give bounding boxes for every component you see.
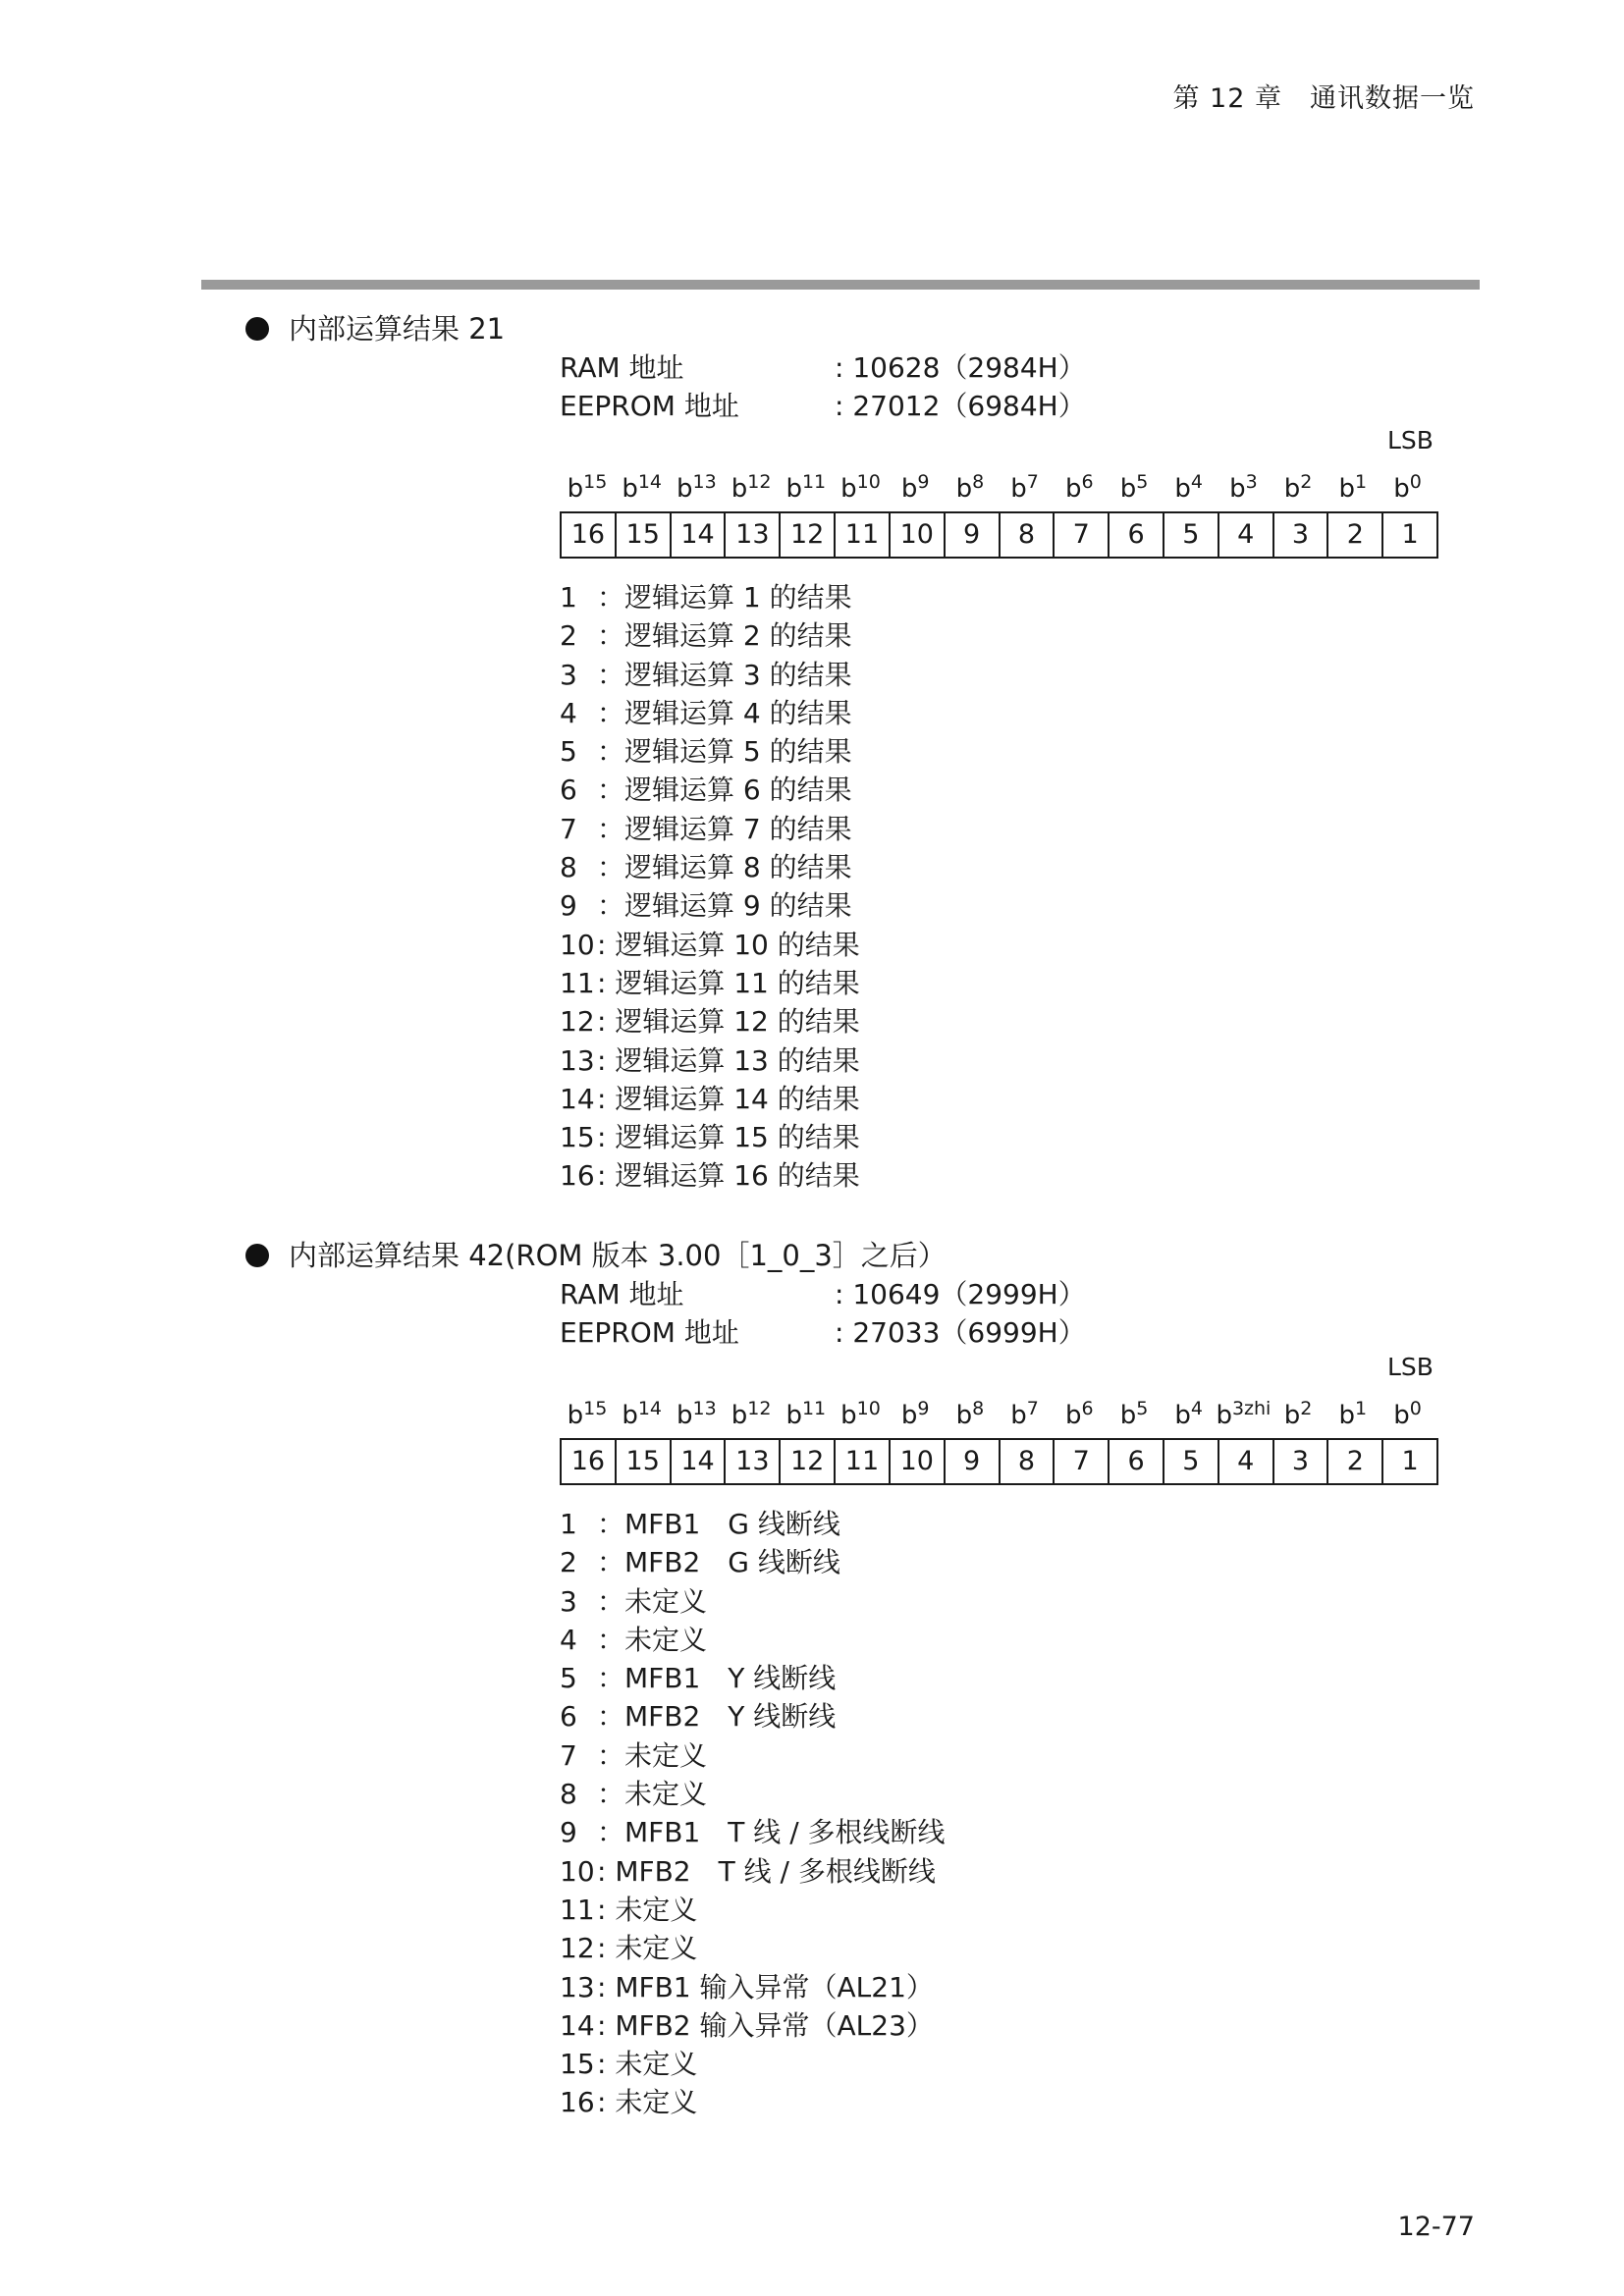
ram-address — [560, 1273, 1086, 1312]
bit-cell: 14 — [670, 1440, 725, 1483]
bit-index: 14 — [637, 1398, 663, 1419]
item-number: 16 — [560, 2086, 595, 2119]
bit-cell: 3 — [1272, 513, 1327, 557]
bit-letter: b — [1393, 1401, 1410, 1430]
chapter-header: 第 12 章 通讯数据一览 — [1172, 83, 1475, 114]
bit-label — [1216, 471, 1271, 504]
list-item — [560, 1154, 860, 1193]
bit-cell: 14 — [670, 513, 725, 557]
item-number: 16 — [560, 1159, 595, 1193]
list-item — [560, 962, 860, 1000]
item-text: : 逻辑运算 12 的结果 — [597, 1005, 860, 1039]
list-item — [560, 1773, 946, 1811]
bit-index: 6 — [1081, 1398, 1094, 1419]
bit-index: 13 — [692, 1398, 717, 1419]
bit-label — [1380, 471, 1435, 504]
bit-label — [1326, 471, 1380, 504]
bit-label — [834, 471, 889, 504]
item-number: 12 — [560, 1005, 595, 1039]
bit-index: 14 — [637, 471, 663, 493]
bit-index: 1 — [1355, 1398, 1368, 1419]
bit-letter: b — [1064, 1401, 1082, 1430]
item-number: 7 — [560, 812, 577, 845]
ram-address-label: RAM 地址 — [560, 1278, 684, 1310]
ram-address-label: RAM 地址 — [560, 351, 684, 384]
bit-description-list — [560, 1503, 946, 2120]
list-item — [560, 808, 860, 846]
bit-index: 1 — [1355, 471, 1368, 493]
list-item — [560, 1116, 860, 1154]
bit-index: 11 — [801, 471, 827, 493]
bit-label — [1271, 1398, 1326, 1430]
bit-label — [560, 471, 615, 504]
item-number: 4 — [560, 696, 577, 729]
eeprom-address — [560, 385, 1086, 424]
item-number: 1 — [560, 581, 577, 614]
list-item — [560, 1966, 946, 2004]
bit-cell: 7 — [1053, 1440, 1108, 1483]
bit-label — [998, 471, 1053, 504]
bit-letter: b — [840, 1401, 857, 1430]
item-text: ：逻辑运算 3 的结果 — [597, 658, 852, 691]
item-text: ：逻辑运算 7 的结果 — [597, 812, 852, 845]
bit-cell: 9 — [944, 1440, 999, 1483]
eeprom-address — [560, 1311, 1086, 1351]
bit-cell: 6 — [1108, 1440, 1163, 1483]
bit-index: 12 — [747, 471, 772, 493]
lsb-label: LSB — [1387, 1353, 1434, 1381]
item-text: : 未定义 — [597, 2048, 698, 2081]
bit-index: 8 — [972, 471, 985, 493]
bit-cell: 8 — [999, 1440, 1054, 1483]
item-number: 13 — [560, 1970, 595, 2003]
bit-label — [943, 1398, 998, 1430]
bit-index: 11 — [801, 1398, 827, 1419]
bit-index: 0 — [1409, 471, 1422, 493]
list-item — [560, 1541, 946, 1579]
bit-letter: b — [731, 474, 748, 504]
bit-cell: 1 — [1381, 513, 1436, 557]
list-item — [560, 1000, 860, 1039]
bit-label — [943, 471, 998, 504]
bit-cell: 5 — [1163, 513, 1218, 557]
bit-letter: b — [1119, 474, 1137, 504]
bit-index: 9 — [917, 1398, 930, 1419]
list-item — [560, 1889, 946, 1927]
item-number: 7 — [560, 1738, 577, 1772]
list-item — [560, 692, 860, 730]
bit-cell: 2 — [1326, 1440, 1381, 1483]
bit-cell: 3 — [1272, 1440, 1327, 1483]
item-number: 3 — [560, 658, 577, 691]
item-number: 9 — [560, 889, 577, 923]
item-number: 6 — [560, 1700, 577, 1734]
bit-index: 10 — [856, 1398, 881, 1419]
item-number: 8 — [560, 1778, 577, 1811]
list-item — [560, 1078, 860, 1116]
item-number: 15 — [560, 1121, 595, 1154]
bit-labels — [560, 471, 1439, 507]
item-number: 2 — [560, 619, 577, 653]
bit-letter: b — [840, 474, 857, 504]
list-item — [560, 769, 860, 807]
list-item — [560, 1580, 946, 1619]
item-number: 5 — [560, 735, 577, 769]
bit-index: 7 — [1026, 1398, 1039, 1419]
page-number: 12-77 — [1397, 2212, 1475, 2242]
list-item — [560, 1695, 946, 1734]
bit-letter: b — [1174, 474, 1191, 504]
item-text: : MFB2 输入异常（AL23） — [597, 2008, 934, 2042]
bit-cell: 13 — [724, 1440, 779, 1483]
bullet-icon — [245, 317, 269, 341]
bit-index: 15 — [583, 1398, 608, 1419]
bit-letter: b — [1229, 474, 1246, 504]
item-text: ：未定义 — [597, 1738, 708, 1772]
item-number: 11 — [560, 966, 595, 999]
bit-cell: 16 — [570, 519, 606, 550]
item-number: 1 — [560, 1508, 577, 1540]
bit-cell: 15 — [615, 513, 670, 557]
item-number: 14 — [560, 1082, 595, 1115]
bit-letter: b — [955, 474, 973, 504]
eeprom-address-label: EEPROM 地址 — [560, 1316, 739, 1349]
list-item — [560, 730, 860, 769]
bit-label — [888, 1398, 943, 1430]
item-number: 14 — [560, 2008, 595, 2042]
item-number: 2 — [560, 1546, 577, 1579]
list-item — [560, 1657, 946, 1695]
bit-letter: b — [677, 1401, 693, 1430]
bit-letter: b — [1174, 1401, 1191, 1430]
bit-letter: b — [1283, 1401, 1301, 1430]
bit-letter: b — [1338, 474, 1355, 504]
bit-label — [1271, 471, 1326, 504]
bit-cell: 9 — [944, 513, 999, 557]
bit-letter: b — [1119, 1401, 1137, 1430]
bit-index: 3 — [1245, 471, 1258, 493]
list-item — [560, 1811, 946, 1849]
bit-letter: b — [731, 1401, 748, 1430]
item-text: ：逻辑运算 1 的结果 — [597, 581, 852, 614]
bit-labels — [560, 1398, 1439, 1433]
bit-label — [1326, 1398, 1380, 1430]
list-item — [560, 1040, 860, 1078]
bit-table — [560, 511, 1438, 559]
item-number: 4 — [560, 1623, 577, 1656]
list-item — [560, 654, 860, 692]
item-text: : 逻辑运算 15 的结果 — [597, 1121, 860, 1154]
bit-letter: b — [567, 1401, 584, 1430]
list-item — [560, 576, 860, 614]
item-text: : 逻辑运算 11 的结果 — [597, 966, 860, 999]
bit-index: 5 — [1136, 471, 1149, 493]
item-text: ：逻辑运算 8 的结果 — [597, 851, 852, 884]
item-text: ：未定义 — [597, 1623, 708, 1656]
bit-label — [998, 1398, 1053, 1430]
bit-letter: b — [622, 1401, 638, 1430]
list-item — [560, 846, 860, 884]
item-text: : 逻辑运算 13 的结果 — [597, 1043, 860, 1077]
bit-cell: 4 — [1218, 513, 1272, 557]
list-item — [560, 2004, 946, 2043]
bit-label — [724, 471, 779, 504]
bit-label — [615, 471, 670, 504]
bit-cell: 16 — [570, 1446, 606, 1476]
item-text: : 逻辑运算 10 的结果 — [597, 928, 860, 961]
bit-label — [1216, 1398, 1271, 1430]
bit-label — [724, 1398, 779, 1430]
bit-index: 13 — [692, 471, 717, 493]
bit-cell: 11 — [834, 1440, 889, 1483]
bit-cell: 15 — [615, 1440, 670, 1483]
bit-letter: b — [1216, 1401, 1232, 1430]
list-item — [560, 884, 860, 923]
bit-index: 5 — [1136, 1398, 1149, 1419]
bit-letter: b — [1010, 1401, 1027, 1430]
bit-table — [560, 1438, 1438, 1485]
item-number: 10 — [560, 1854, 595, 1888]
bit-label — [1107, 1398, 1162, 1430]
lsb-label: LSB — [1387, 426, 1434, 454]
item-number: 13 — [560, 1043, 595, 1077]
bit-label — [1052, 471, 1107, 504]
ram-address-value: : 10628（2984H） — [835, 351, 1086, 384]
bit-label — [560, 1398, 615, 1430]
bit-letter: b — [785, 1401, 802, 1430]
list-item — [560, 924, 860, 962]
bit-letter: b — [900, 474, 918, 504]
list-item — [560, 1927, 946, 1965]
bit-label — [1052, 1398, 1107, 1430]
item-number: 9 — [560, 1816, 577, 1849]
item-text: : 未定义 — [597, 1932, 698, 1965]
item-text: ：MFB2 Y 线断线 — [597, 1700, 837, 1734]
bit-label — [1380, 1398, 1435, 1430]
bit-cell: 12 — [779, 1440, 834, 1483]
bit-cell: 7 — [1053, 513, 1108, 557]
top-divider — [201, 280, 1480, 290]
bit-index: 2 — [1300, 471, 1313, 493]
item-text: ：逻辑运算 2 的结果 — [597, 619, 852, 653]
item-number: 15 — [560, 2048, 595, 2081]
bit-cell: 10 — [889, 513, 944, 557]
item-number: 6 — [560, 774, 577, 807]
bit-index: 15 — [583, 471, 608, 493]
bit-cell: 8 — [999, 513, 1054, 557]
bit-letter: b — [677, 474, 693, 504]
item-text: : MFB2 T 线 / 多根线断线 — [597, 1854, 936, 1888]
bit-index: 12 — [747, 1398, 772, 1419]
eeprom-address-label: EEPROM 地址 — [560, 390, 739, 422]
bit-index: 0 — [1409, 1398, 1422, 1419]
bit-cell: 1 — [1381, 1440, 1436, 1483]
bit-label — [1162, 1398, 1217, 1430]
bit-index: 4 — [1190, 1398, 1203, 1419]
bit-cell: 4 — [1218, 1440, 1272, 1483]
bit-label — [1107, 471, 1162, 504]
bit-index: 3zhi — [1231, 1398, 1272, 1419]
ram-address-value: : 10649（2999H） — [835, 1278, 1086, 1310]
item-text: ：逻辑运算 6 的结果 — [597, 774, 852, 807]
bit-index: 7 — [1026, 471, 1039, 493]
list-item — [560, 1619, 946, 1657]
item-text: ：未定义 — [597, 1584, 708, 1618]
ram-address — [560, 347, 1086, 386]
bit-label — [615, 1398, 670, 1430]
section-title: 内部运算结果 21 — [245, 307, 505, 347]
item-number: 11 — [560, 1893, 595, 1926]
bit-label — [669, 471, 724, 504]
bit-letter: b — [1393, 474, 1410, 504]
bit-letter: b — [567, 474, 584, 504]
bit-label — [779, 471, 834, 504]
bit-index: 6 — [1081, 471, 1094, 493]
bit-cell: 11 — [834, 513, 889, 557]
list-item — [560, 1850, 946, 1889]
bit-cell: 12 — [779, 513, 834, 557]
bit-cell: 10 — [889, 1440, 944, 1483]
item-text: : 未定义 — [597, 1893, 698, 1926]
item-text: ：MFB1 Y 线断线 — [597, 1662, 837, 1695]
list-item — [560, 2081, 946, 2119]
item-text: : 逻辑运算 16 的结果 — [597, 1159, 860, 1193]
bit-cell: 2 — [1326, 513, 1381, 557]
item-number: 12 — [560, 1932, 595, 1965]
bit-letter: b — [622, 474, 638, 504]
bit-letter: b — [900, 1401, 918, 1430]
item-number: 8 — [560, 851, 577, 884]
bit-letter: b — [785, 474, 802, 504]
bit-index: 4 — [1190, 471, 1203, 493]
bit-label — [834, 1398, 889, 1430]
bit-label — [779, 1398, 834, 1430]
item-number: 5 — [560, 1662, 577, 1695]
item-text: : MFB1 输入异常（AL21） — [597, 1970, 934, 2003]
bit-index: 10 — [856, 471, 881, 493]
item-text: ：MFB1 T 线 / 多根线断线 — [597, 1816, 946, 1849]
eeprom-address-value: : 27012（6984H） — [835, 390, 1086, 422]
item-text: ：未定义 — [597, 1778, 708, 1811]
eeprom-address-value: : 27033（6999H） — [835, 1316, 1086, 1349]
bit-letter: b — [1010, 474, 1027, 504]
bit-letter: b — [1338, 1401, 1355, 1430]
bit-label — [1162, 471, 1217, 504]
list-item — [560, 2043, 946, 2081]
item-text: ：逻辑运算 5 的结果 — [597, 735, 852, 769]
bit-index: 2 — [1300, 1398, 1313, 1419]
bit-letter: b — [955, 1401, 973, 1430]
bit-letter: b — [1283, 474, 1301, 504]
bit-cell: 6 — [1108, 513, 1163, 557]
bullet-icon — [245, 1244, 269, 1267]
bit-label — [888, 471, 943, 504]
item-number: 3 — [560, 1584, 577, 1618]
item-text: ：MFB1 G 线断线 — [597, 1508, 840, 1540]
item-text: ：逻辑运算 4 的结果 — [597, 696, 852, 729]
section-title: 内部运算结果 42(ROM 版本 3.00［1_0_3］之后） — [245, 1234, 947, 1274]
item-number: 10 — [560, 928, 595, 961]
item-text: ：逻辑运算 9 的结果 — [597, 889, 852, 923]
item-text: : 未定义 — [597, 2086, 698, 2119]
bit-letter: b — [1064, 474, 1082, 504]
list-item — [560, 1503, 946, 1541]
bit-index: 9 — [917, 471, 930, 493]
bit-description-list — [560, 576, 860, 1194]
bit-cell: 13 — [724, 513, 779, 557]
item-text: : 逻辑运算 14 的结果 — [597, 1082, 860, 1115]
bit-label — [669, 1398, 724, 1430]
bit-cell: 5 — [1163, 1440, 1218, 1483]
list-item — [560, 1735, 946, 1773]
item-text: ：MFB2 G 线断线 — [597, 1546, 840, 1579]
list-item — [560, 614, 860, 653]
bit-index: 8 — [972, 1398, 985, 1419]
